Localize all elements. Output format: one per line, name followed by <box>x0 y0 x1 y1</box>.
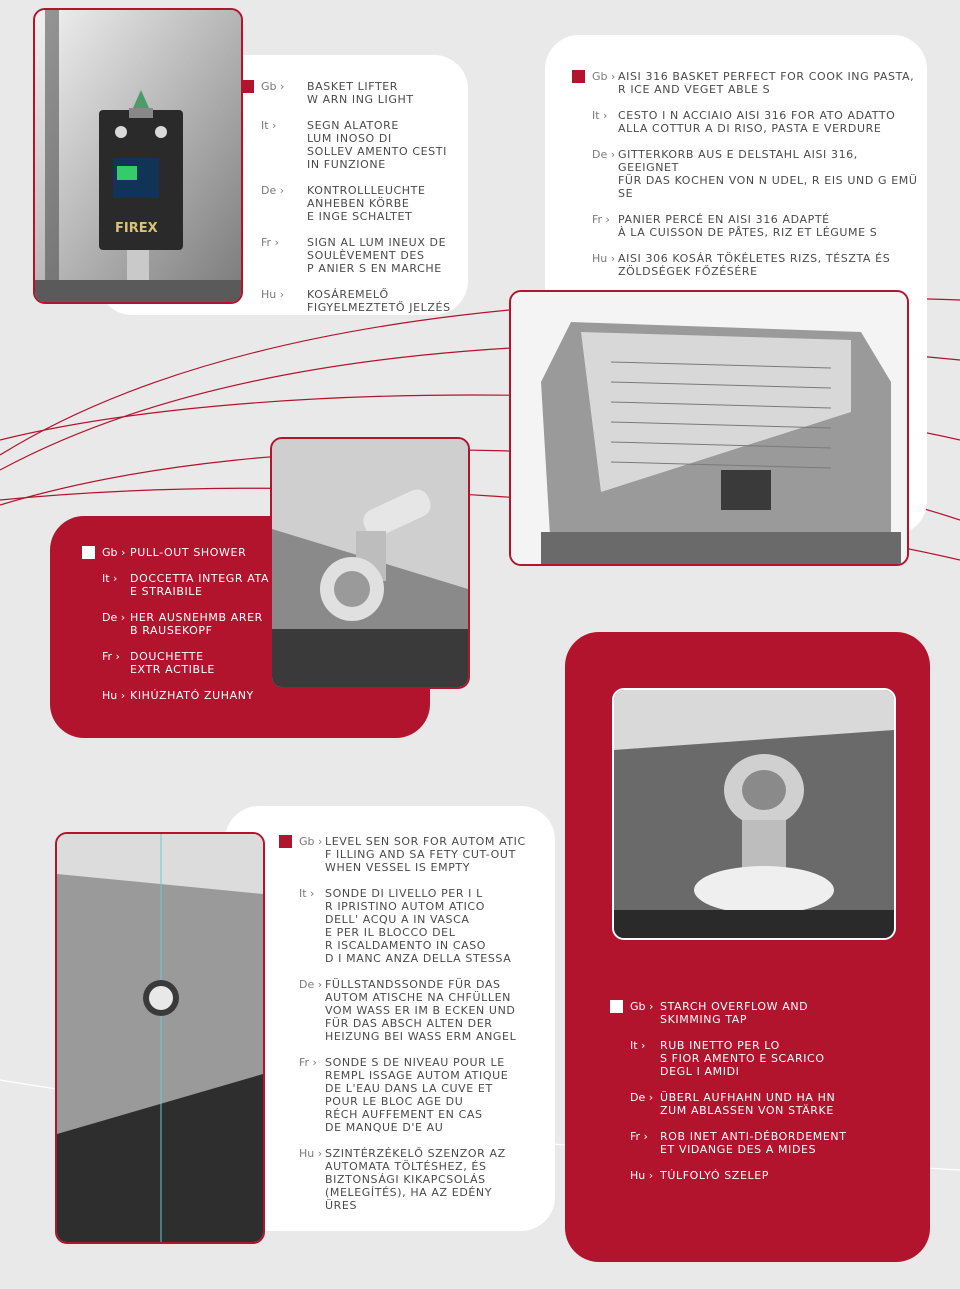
entry-hu <box>630 1169 920 1182</box>
entry-gb <box>592 70 922 96</box>
lang-code: Gb › <box>630 1000 654 1013</box>
entry-gb <box>630 1000 920 1026</box>
entry-text: SONDE DI LIVELLO PER I L R IPRISTINO AUTOM ATICO DELL' ACQU A IN VASCA E PER IL BLOCCO DEL R ISCALDAMENTO IN CASO D I MANC ANZA DELLA STESSA <box>325 887 512 965</box>
lang-code: It › <box>102 572 118 585</box>
lang-code: It › <box>299 887 315 900</box>
lang-code: Fr › <box>102 650 120 663</box>
language-marker <box>241 80 254 93</box>
entry-text: AISI 306 KOSÁR TÖKÉLETES RIZS, TÉSZTA ÉS ZÖLDSÉGEK FŐZÉSÉRE <box>618 252 891 278</box>
entry-gb <box>102 546 272 559</box>
starch-tap-text <box>630 1000 920 1195</box>
entry-it <box>630 1039 920 1078</box>
entry-hu <box>261 288 461 314</box>
level-sensor-photo <box>55 832 265 1244</box>
entry-text: BASKET LIFTER W ARN ING LIGHT <box>307 80 414 106</box>
entry-fr <box>102 650 272 676</box>
lang-code: De › <box>630 1091 654 1104</box>
entry-hu <box>299 1147 549 1212</box>
basket-lifter-text <box>261 80 461 327</box>
language-marker <box>610 1000 623 1013</box>
entry-text: DOUCHETTE EXTR ACTIBLE <box>130 650 215 676</box>
lang-code: It › <box>592 109 608 122</box>
entry-text: AISI 316 BASKET PERFECT FOR COOK ING PASTA, R ICE AND VEGET ABLE S <box>618 70 915 96</box>
entry-text: FÜLLSTANDSSONDE FÜR DAS AUTOM ATISCHE NA CHFÜLLEN VOM WASS ER IM B ECKEN UND FÜR DAS ABSCH ALTEN DER HEIZUNG BEI WASS ERM ANGEL <box>325 978 517 1043</box>
lang-code: De › <box>299 978 323 991</box>
basket-photo <box>509 290 909 566</box>
lang-code: Hu › <box>592 252 616 265</box>
lang-code: Fr › <box>592 213 610 226</box>
starch-tap-photo <box>612 688 896 940</box>
entry-text: CESTO I N ACCIAIO AISI 316 FOR ATO ADATTO ALLA COTTUR A DI RISO, PASTA E VERDURE <box>618 109 896 135</box>
entry-gb <box>261 80 461 106</box>
entry-hu <box>592 252 922 278</box>
lang-code: Gb › <box>299 835 323 848</box>
entry-de <box>630 1091 920 1117</box>
entry-fr <box>630 1130 920 1156</box>
lang-code: Fr › <box>299 1056 317 1069</box>
basket-lifter-photo <box>33 8 243 304</box>
entry-text: RUB INETTO PER LO S FIOR AMENTO E SCARICO DEGL I AMIDI <box>660 1039 825 1078</box>
lang-code: Fr › <box>630 1130 648 1143</box>
lang-code: Gb › <box>592 70 616 83</box>
lang-code: Hu › <box>102 689 126 702</box>
entry-it <box>102 572 272 598</box>
entry-fr <box>261 236 461 275</box>
entry-text: STARCH OVERFLOW AND SKIMMING TAP <box>660 1000 809 1026</box>
language-marker <box>82 546 95 559</box>
entry-text: ROB INET ANTI-DÉBORDEMENT ET VIDANGE DES A MIDES <box>660 1130 847 1156</box>
lang-code: De › <box>102 611 126 624</box>
entry-text: DOCCETTA INTEGR ATA E STRAIBILE <box>130 572 270 598</box>
lang-code: It › <box>261 119 277 132</box>
lang-code: De › <box>261 184 285 197</box>
device-logo: FIREX <box>115 221 158 236</box>
entry-gb <box>299 835 549 874</box>
lang-code: Gb › <box>261 80 285 93</box>
entry-text: HER AUSNEHMB ARER B RAUSEKOPF <box>130 611 263 637</box>
entry-de <box>102 611 272 637</box>
entry-text: PANIER PERCÉ EN AISI 316 ADAPTÉ À LA CUISSON DE PÂTES, RIZ ET LÉGUME S <box>618 213 878 239</box>
entry-it <box>261 119 461 171</box>
entry-text: KONTROLLLEUCHTE ANHEBEN KÖRBE E INGE SCHALTET <box>307 184 426 223</box>
language-marker <box>572 70 585 83</box>
entry-text: SIGN AL LUM INEUX DE SOULÈVEMENT DES P ANIER S EN MARCHE <box>307 236 447 275</box>
lang-code: Fr › <box>261 236 279 249</box>
entry-text: KOSÁREMELŐ FIGYELMEZTETŐ JELZÉS <box>307 288 451 314</box>
entry-text: ÜBERL AUFHAHN UND HA HN ZUM ABLASSEN VON STÄRKE <box>660 1091 836 1117</box>
lang-code: It › <box>630 1039 646 1052</box>
entry-text: SONDE S DE NIVEAU POUR LE REMPL ISSAGE AUTOM ATIQUE DE L'EAU DANS LA CUVE ET POUR LE BLOC AGE DU RÉCH AUFFEMENT EN CAS DE MANQUE D'E AU <box>325 1056 509 1134</box>
entry-text: SEGN ALATORE LUM INOSO DI SOLLEV AMENTO CESTI IN FUNZIONE <box>307 119 447 171</box>
level-sensor-text <box>299 835 549 1225</box>
language-marker <box>279 835 292 848</box>
lang-code: Hu › <box>299 1147 323 1160</box>
shower-photo <box>270 437 470 689</box>
lang-code: Gb › <box>102 546 126 559</box>
entry-text: SZINTÉRZÉKELŐ SZENZOR AZ AUTOMATA TÖLTÉSHEZ, ÉS BIZTONSÁGI KIKAPCSOLÁS (MELEGÍTÉS), HA AZ EDÉNY ÜRES <box>325 1147 506 1212</box>
entry-it <box>592 109 922 135</box>
entry-de <box>592 148 922 200</box>
shower-text <box>102 546 272 715</box>
entry-text: PULL-OUT SHOWER <box>130 546 247 559</box>
entry-text: TÚLFOLYÓ SZELEP <box>660 1169 770 1182</box>
entry-text: GITTERKORB AUS E DELSTAHL AISI 316, GEEIGNET FÜR DAS KOCHEN VON N UDEL, R EIS UND G EMÜ SE <box>618 148 918 200</box>
entry-de <box>299 978 549 1043</box>
lang-code: Hu › <box>261 288 285 301</box>
entry-it <box>299 887 549 965</box>
entry-fr <box>299 1056 549 1134</box>
entry-de <box>261 184 461 223</box>
lang-code: Hu › <box>630 1169 654 1182</box>
entry-text: LEVEL SEN SOR FOR AUTOM ATIC F ILLING AND SA FETY CUT-OUT WHEN VESSEL IS EMPTY <box>325 835 526 874</box>
entry-fr <box>592 213 922 239</box>
lang-code: De › <box>592 148 616 161</box>
entry-hu <box>102 689 272 702</box>
entry-text: KIHÚZHATÓ ZUHANY <box>130 689 254 702</box>
basket-text <box>592 70 922 291</box>
